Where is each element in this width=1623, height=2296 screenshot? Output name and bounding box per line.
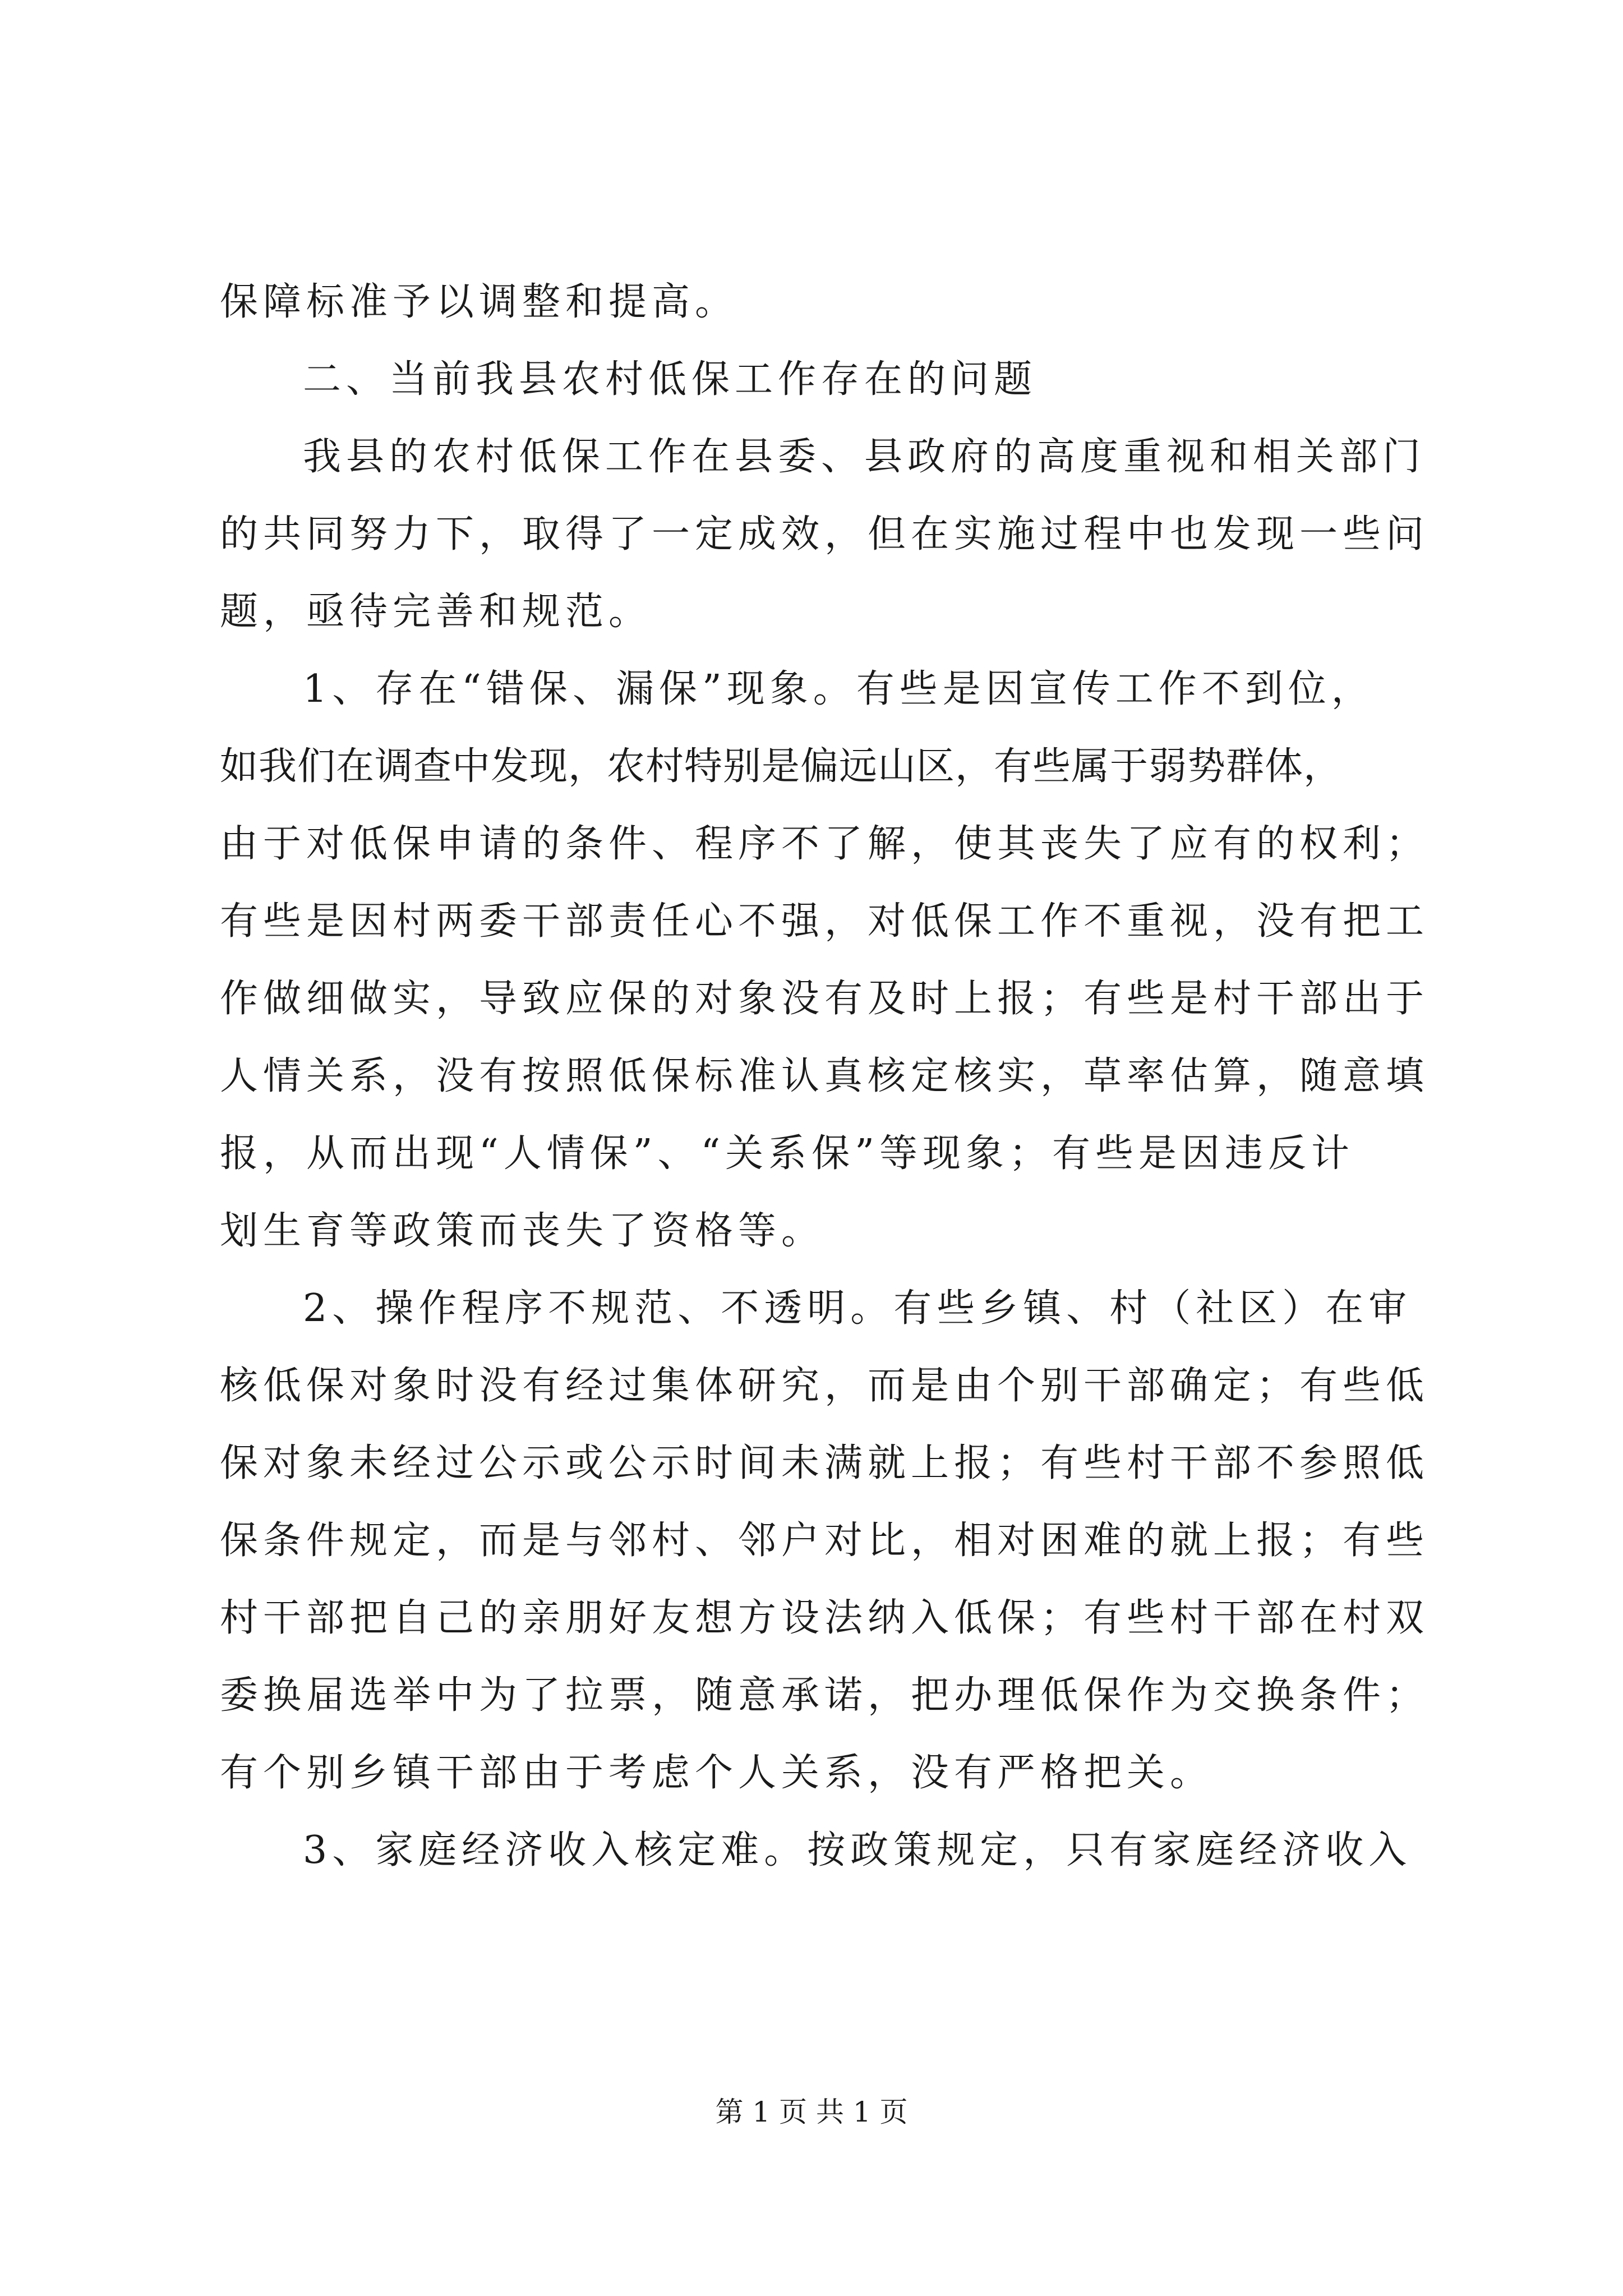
text-line: 保障标准予以调整和提高。 [220, 280, 739, 324]
section-heading: 二、当前我县农村低保工作存在的问题 [303, 357, 1038, 402]
text-line: 题，亟待完善和规范。 [220, 590, 652, 634]
page-footer: 第 1 页 共 1 页 [715, 2096, 908, 2128]
text-line: 委换届选举中为了拉票，随意承诺，把办理低保作为交换条件； [220, 1673, 1430, 1718]
text-line: 村干部把自己的亲朋好友想方设法纳入低保；有些村干部在村双 [220, 1596, 1430, 1640]
text-line: 有些是因村两委干部责任心不强，对低保工作不重视，没有把工 [220, 899, 1430, 944]
text-line: 保条件规定，而是与邻村、邻户对比，相对困难的就上报；有些 [220, 1519, 1430, 1563]
text-line: 如我们在调查中发现，农村特别是偏远山区，有些属于弱势群体， [220, 744, 1343, 789]
text-line: 我县的农村低保工作在县委、县政府的高度重视和相关部门 [303, 435, 1426, 479]
text-line: 由于对低保申请的条件、程序不了解，使其丧失了应有的权利； [220, 822, 1430, 866]
text-line: 1、存在“错保、漏保”现象。有些是因宣传工作不到位， [303, 667, 1375, 711]
text-line: 保对象未经过公示或公示时间未满就上报；有些村干部不参照低 [220, 1441, 1430, 1485]
text-line: 2、操作程序不规范、不透明。有些乡镇、村（社区）在审 [303, 1286, 1412, 1331]
text-line: 报，从而出现“人情保”、“关系保”等现象；有些是因违反计 [220, 1131, 1355, 1176]
text-line: 3、家庭经济收入核定难。按政策规定，只有家庭经济收入 [303, 1828, 1412, 1872]
text-line: 的共同努力下，取得了一定成效，但在实施过程中也发现一些问 [220, 512, 1430, 556]
text-line: 作做细做实，导致应保的对象没有及时上报；有些是村干部出于 [220, 977, 1430, 1021]
text-line: 划生育等政策而丧失了资格等。 [220, 1209, 825, 1253]
text-line: 有个别乡镇干部由于考虑个人关系，没有严格把关。 [220, 1751, 1214, 1795]
document-body [220, 264, 1430, 1889]
text-line: 核低保对象时没有经过集体研究，而是由个别干部确定；有些低 [220, 1364, 1430, 1408]
text-line: 人情关系，没有按照低保标准认真核定核实，草率估算，随意填 [220, 1054, 1430, 1098]
